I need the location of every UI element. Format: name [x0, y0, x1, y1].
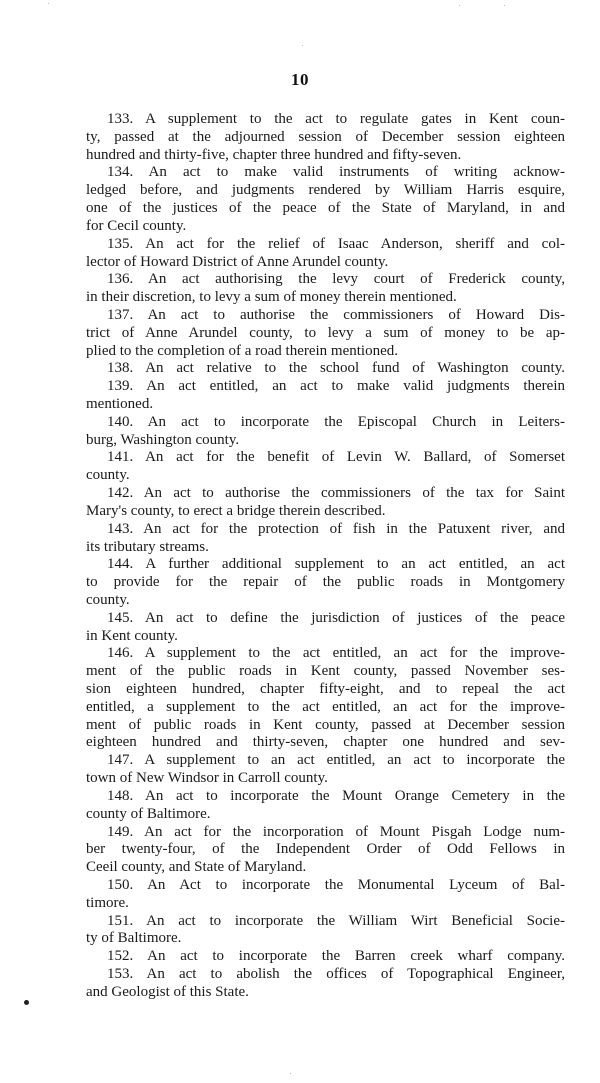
- scan-speck: [504, 5, 505, 6]
- act-continuation-line: entitled, a supplement to the act entitled, an act for the improve-: [86, 698, 565, 715]
- act-continuation-line: in Kent county.: [86, 627, 178, 644]
- act-entry-line: 144. A further additional supplement to an act entitled, an act: [107, 556, 565, 573]
- act-entry-line: 146. A supplement to the act entitled, an act for the improve-: [107, 645, 565, 662]
- act-continuation-line: plied to the completion of a road therein mentioned.: [86, 342, 398, 359]
- act-continuation-line: county.: [86, 467, 130, 484]
- act-continuation-line: and Geologist of this State.: [86, 983, 249, 1000]
- act-continuation-line: burg, Washington county.: [86, 431, 240, 448]
- act-continuation-line: Mary's county, to erect a bridge therein described.: [86, 502, 386, 519]
- act-continuation-line: hundred and thirty-five, chapter three hundred and fifty-seven.: [86, 146, 462, 163]
- act-continuation-line: to provide for the repair of the public roads in Montgomery: [86, 574, 565, 591]
- act-continuation-line: ber twenty-four, of the Independent Order of Odd Fellows in: [86, 841, 565, 858]
- act-continuation-line: ment of public roads in Kent county, passed at December session: [86, 716, 565, 733]
- act-entry-line: 150. An Act to incorporate the Monumental Lyceum of Bal-: [107, 876, 565, 893]
- act-continuation-line: town of New Windsor in Carroll county.: [86, 770, 328, 787]
- acts-list: [86, 111, 565, 1002]
- act-entry-line: 135. An act for the relief of Isaac Anderson, sheriff and col-: [107, 235, 565, 252]
- act-entry-line: 134. An act to make valid instruments of writing acknow-: [107, 164, 565, 181]
- scan-speck: [48, 3, 49, 4]
- act-entry-line: 141. An act for the benefit of Levin W. Ballard, of Somerset: [107, 449, 565, 466]
- act-continuation-line: ty, passed at the adjourned session of December session eighteen: [86, 128, 565, 145]
- scan-speck: [302, 45, 303, 46]
- act-continuation-line: lector of Howard District of Anne Arundel county.: [86, 253, 389, 270]
- act-entry-line: 140. An act to incorporate the Episcopal Church in Leiters-: [107, 413, 565, 430]
- act-continuation-line: timore.: [86, 894, 129, 911]
- act-continuation-line: ledged before, and judgments rendered by William Harris esquire,: [86, 182, 565, 199]
- act-continuation-line: Ceeil county, and State of Maryland.: [86, 859, 307, 876]
- act-entry-line: 149. An act for the incorporation of Mount Pisgah Lodge num-: [107, 823, 565, 840]
- act-entry-line: 137. An act to authorise the commissioners of Howard Dis-: [107, 306, 565, 323]
- act-entry-line: 153. An act to abolish the offices of Topographical Engineer,: [107, 966, 565, 982]
- act-entry-line: 142. An act to authorise the commissioners of the tax for Saint: [107, 485, 565, 502]
- act-entry-line: 139. An act entitled, an act to make valid judgments therein: [107, 378, 565, 395]
- act-entry-line: 152. An act to incorporate the Barren creek wharf company.: [107, 948, 565, 965]
- act-continuation-line: trict of Anne Arundel county, to levy a sum of money to be ap-: [86, 324, 565, 341]
- act-continuation-line: for Cecil county.: [86, 217, 187, 234]
- scan-speck: [290, 1073, 291, 1074]
- act-continuation-line: eighteen hundred and thirty-seven, chapter one hundred and sev-: [86, 734, 565, 751]
- act-entry-line: 145. An act to define the jurisdiction of justices of the peace: [107, 609, 565, 626]
- act-continuation-line: mentioned.: [86, 396, 154, 412]
- act-entry-line: 148. An act to incorporate the Mount Orange Cemetery in the: [107, 787, 565, 804]
- page-number: 10: [291, 70, 309, 89]
- scan-speck: [459, 5, 460, 6]
- act-continuation-line: its tributary streams.: [86, 538, 209, 555]
- act-entry-line: 138. An act relative to the school fund of Washington county.: [107, 360, 565, 377]
- act-entry-line: 147. A supplement to an act entitled, an act to incorporate the: [107, 752, 565, 769]
- margin-ink-mark: [24, 1000, 29, 1005]
- act-continuation-line: ty of Baltimore.: [86, 930, 182, 947]
- act-continuation-line: one of the justices of the peace of the State of Maryland, in and: [86, 200, 565, 217]
- act-entry-line: 136. An act authorising the levy court of Frederick county,: [107, 271, 565, 288]
- act-continuation-line: sion eighteen hundred, chapter fifty-eight, and to repeal the act: [86, 681, 565, 697]
- act-continuation-line: county.: [86, 591, 130, 608]
- act-continuation-line: county of Baltimore.: [86, 805, 211, 822]
- act-entry-line: 133. A supplement to the act to regulate gates in Kent coun-: [107, 111, 565, 127]
- act-continuation-line: ment of the public roads in Kent county, passed November ses-: [86, 663, 565, 680]
- act-entry-line: 143. An act for the protection of fish in the Patuxent river, and: [107, 520, 565, 537]
- act-entry-line: 151. An act to incorporate the William Wirt Beneficial Socie-: [107, 912, 565, 929]
- act-continuation-line: in their discretion, to levy a sum of money therein mentioned.: [86, 289, 457, 306]
